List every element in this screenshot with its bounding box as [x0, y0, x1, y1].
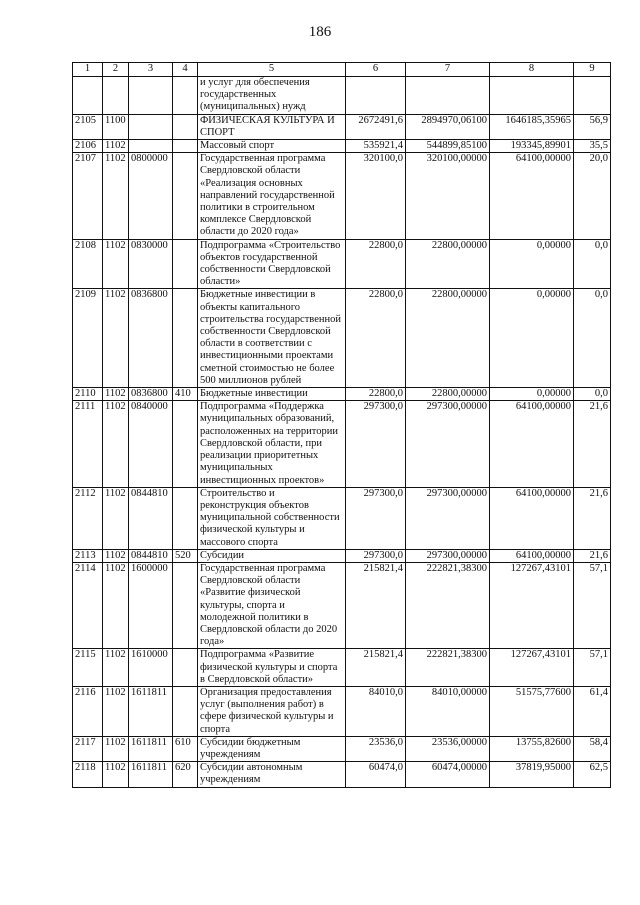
cell-target-code [129, 114, 173, 139]
cell-planned: 84010,0 [346, 686, 406, 736]
table-row [73, 487, 611, 549]
cell-percent: 35,5 [574, 140, 611, 153]
cell-expense-type [173, 153, 198, 239]
cell-section-code: 1102 [103, 562, 129, 648]
cell-executed: 193345,89901 [490, 140, 574, 153]
table-row [73, 736, 611, 761]
cell-line-number: 2116 [73, 686, 103, 736]
cell-section-code: 1102 [103, 686, 129, 736]
cell-executed: 13755,82600 [490, 736, 574, 761]
cell-expense-type [173, 562, 198, 648]
cell-target-code: 0844810 [129, 487, 173, 549]
cell-section-code: 1102 [103, 388, 129, 401]
cell-executed: 64100,00000 [490, 487, 574, 549]
table-row [73, 77, 611, 115]
table-row [73, 686, 611, 736]
cell-line-number: 2106 [73, 140, 103, 153]
cell-budget-list: 84010,00000 [406, 686, 490, 736]
cell-budget-list: 297300,00000 [406, 401, 490, 487]
cell-planned: 23536,0 [346, 736, 406, 761]
cell-percent: 21,6 [574, 401, 611, 487]
cell-description: Организация предоставления услуг (выполнения работ) в сфере физической культуры и спорта [198, 686, 346, 736]
cell-budget-list: 22800,00000 [406, 388, 490, 401]
cell-planned: 215821,4 [346, 562, 406, 648]
cell-percent [574, 77, 611, 115]
cell-section-code: 1102 [103, 239, 129, 289]
table-row [73, 549, 611, 562]
cell-budget-list [406, 77, 490, 115]
table-row [73, 289, 611, 388]
cell-line-number: 2112 [73, 487, 103, 549]
cell-budget-list: 22800,00000 [406, 289, 490, 388]
cell-executed: 64100,00000 [490, 401, 574, 487]
cell-line-number: 2118 [73, 762, 103, 787]
cell-percent: 57,1 [574, 562, 611, 648]
cell-target-code: 1611811 [129, 686, 173, 736]
cell-section-code [103, 77, 129, 115]
cell-executed: 64100,00000 [490, 549, 574, 562]
cell-description: и услуг для обеспечения государственных (муниципальных) нужд [198, 77, 346, 115]
cell-percent: 21,6 [574, 487, 611, 549]
cell-section-code: 1102 [103, 153, 129, 239]
cell-planned: 297300,0 [346, 401, 406, 487]
cell-percent: 56,9 [574, 114, 611, 139]
cell-budget-list: 297300,00000 [406, 549, 490, 562]
cell-target-code: 1610000 [129, 649, 173, 687]
cell-executed: 1646185,35965 [490, 114, 574, 139]
cell-expense-type [173, 401, 198, 487]
cell-planned: 22800,0 [346, 239, 406, 289]
cell-executed: 127267,43101 [490, 562, 574, 648]
table-row [73, 388, 611, 401]
cell-executed [490, 77, 574, 115]
table-row [73, 562, 611, 648]
cell-planned: 2672491,6 [346, 114, 406, 139]
cell-executed: 0,00000 [490, 239, 574, 289]
cell-executed: 37819,95000 [490, 762, 574, 787]
cell-target-code: 0836800 [129, 388, 173, 401]
cell-line-number: 2111 [73, 401, 103, 487]
cell-expense-type [173, 140, 198, 153]
cell-section-code: 1102 [103, 487, 129, 549]
cell-section-code: 1102 [103, 649, 129, 687]
cell-description: Подпрограмма «Строительство объектов государственной собственности Свердловской области» [198, 239, 346, 289]
table-body [73, 77, 611, 788]
cell-budget-list: 320100,00000 [406, 153, 490, 239]
cell-line-number: 2108 [73, 239, 103, 289]
cell-section-code: 1102 [103, 736, 129, 761]
cell-expense-type [173, 686, 198, 736]
cell-section-code: 1102 [103, 401, 129, 487]
cell-planned: 297300,0 [346, 549, 406, 562]
table-row [73, 401, 611, 487]
cell-expense-type [173, 487, 198, 549]
cell-target-code: 1611811 [129, 736, 173, 761]
cell-planned: 535921,4 [346, 140, 406, 153]
cell-percent: 61,4 [574, 686, 611, 736]
cell-expense-type: 610 [173, 736, 198, 761]
cell-budget-list: 222821,38300 [406, 562, 490, 648]
column-header: 5 [198, 63, 346, 77]
table-row [73, 114, 611, 139]
cell-budget-list: 222821,38300 [406, 649, 490, 687]
cell-budget-list: 23536,00000 [406, 736, 490, 761]
column-header: 8 [490, 63, 574, 77]
table-header-row [73, 63, 611, 77]
cell-description: Массовый спорт [198, 140, 346, 153]
cell-expense-type [173, 114, 198, 139]
cell-target-code [129, 140, 173, 153]
cell-line-number: 2109 [73, 289, 103, 388]
cell-expense-type: 520 [173, 549, 198, 562]
cell-target-code: 0830000 [129, 239, 173, 289]
cell-expense-type [173, 77, 198, 115]
cell-percent: 0,0 [574, 289, 611, 388]
cell-section-code: 1100 [103, 114, 129, 139]
cell-description: Субсидии бюджетным учреждениям [198, 736, 346, 761]
column-header: 1 [73, 63, 103, 77]
cell-line-number: 2117 [73, 736, 103, 761]
cell-executed: 64100,00000 [490, 153, 574, 239]
cell-expense-type: 620 [173, 762, 198, 787]
cell-percent: 0,0 [574, 239, 611, 289]
cell-planned: 297300,0 [346, 487, 406, 549]
cell-executed: 0,00000 [490, 289, 574, 388]
cell-budget-list: 2894970,06100 [406, 114, 490, 139]
cell-line-number: 2110 [73, 388, 103, 401]
cell-target-code: 0844810 [129, 549, 173, 562]
cell-planned [346, 77, 406, 115]
cell-percent: 20,0 [574, 153, 611, 239]
cell-description: Государственная программа Свердловской области «Реализация основных направлений государственной политики в строительном комплексе Свердловской области до 2020 года» [198, 153, 346, 239]
cell-planned: 60474,0 [346, 762, 406, 787]
cell-description: ФИЗИЧЕСКАЯ КУЛЬТУРА И СПОРТ [198, 114, 346, 139]
cell-description: Субсидии [198, 549, 346, 562]
cell-target-code: 1600000 [129, 562, 173, 648]
cell-section-code: 1102 [103, 762, 129, 787]
column-header: 4 [173, 63, 198, 77]
cell-line-number [73, 77, 103, 115]
cell-expense-type: 410 [173, 388, 198, 401]
table-row [73, 239, 611, 289]
column-header: 2 [103, 63, 129, 77]
cell-section-code: 1102 [103, 289, 129, 388]
cell-target-code: 0840000 [129, 401, 173, 487]
cell-line-number: 2107 [73, 153, 103, 239]
cell-target-code: 0800000 [129, 153, 173, 239]
cell-line-number: 2113 [73, 549, 103, 562]
cell-line-number: 2115 [73, 649, 103, 687]
column-header: 6 [346, 63, 406, 77]
cell-expense-type [173, 649, 198, 687]
cell-percent: 58,4 [574, 736, 611, 761]
cell-planned: 22800,0 [346, 289, 406, 388]
cell-target-code: 0836800 [129, 289, 173, 388]
cell-description: Строительство и реконструкция объектов муниципальной собственности физической культуры и массового спорта [198, 487, 346, 549]
page-number: 186 [308, 24, 332, 40]
cell-line-number: 2114 [73, 562, 103, 648]
cell-budget-list: 297300,00000 [406, 487, 490, 549]
cell-section-code: 1102 [103, 140, 129, 153]
table-row [73, 762, 611, 787]
cell-budget-list: 22800,00000 [406, 239, 490, 289]
cell-target-code [129, 77, 173, 115]
cell-executed: 51575,77600 [490, 686, 574, 736]
cell-budget-list: 60474,00000 [406, 762, 490, 787]
cell-planned: 215821,4 [346, 649, 406, 687]
cell-expense-type [173, 289, 198, 388]
cell-executed: 127267,43101 [490, 649, 574, 687]
cell-description: Государственная программа Свердловской области «Развитие физической культуры, спорта и молодежной политики в Свердловской области до 2020 года» [198, 562, 346, 648]
cell-description: Субсидии автономным учреждениям [198, 762, 346, 787]
cell-planned: 320100,0 [346, 153, 406, 239]
cell-line-number: 2105 [73, 114, 103, 139]
cell-percent: 57,1 [574, 649, 611, 687]
cell-executed: 0,00000 [490, 388, 574, 401]
cell-description: Подпрограмма «Поддержка муниципальных образований, расположенных на территории Свердловской области, при реализации приоритетных муниципальных инвестиционных проектов» [198, 401, 346, 487]
cell-expense-type [173, 239, 198, 289]
table-row [73, 153, 611, 239]
column-header: 3 [129, 63, 173, 77]
column-header: 7 [406, 63, 490, 77]
budget-table [72, 62, 611, 788]
cell-section-code: 1102 [103, 549, 129, 562]
cell-target-code: 1611811 [129, 762, 173, 787]
cell-description: Бюджетные инвестиции [198, 388, 346, 401]
column-header: 9 [574, 63, 611, 77]
cell-budget-list: 544899,85100 [406, 140, 490, 153]
table-row [73, 649, 611, 687]
cell-percent: 0,0 [574, 388, 611, 401]
cell-percent: 21,6 [574, 549, 611, 562]
cell-percent: 62,5 [574, 762, 611, 787]
table-row [73, 140, 611, 153]
cell-description: Подпрограмма «Развитие физической культуры и спорта в Свердловской области» [198, 649, 346, 687]
cell-planned: 22800,0 [346, 388, 406, 401]
cell-description: Бюджетные инвестиции в объекты капитального строительства государственной собственности Свердловской области в соответствии с инвестиционными проектами сметной стоимостью не более 500 миллионов рублей [198, 289, 346, 388]
